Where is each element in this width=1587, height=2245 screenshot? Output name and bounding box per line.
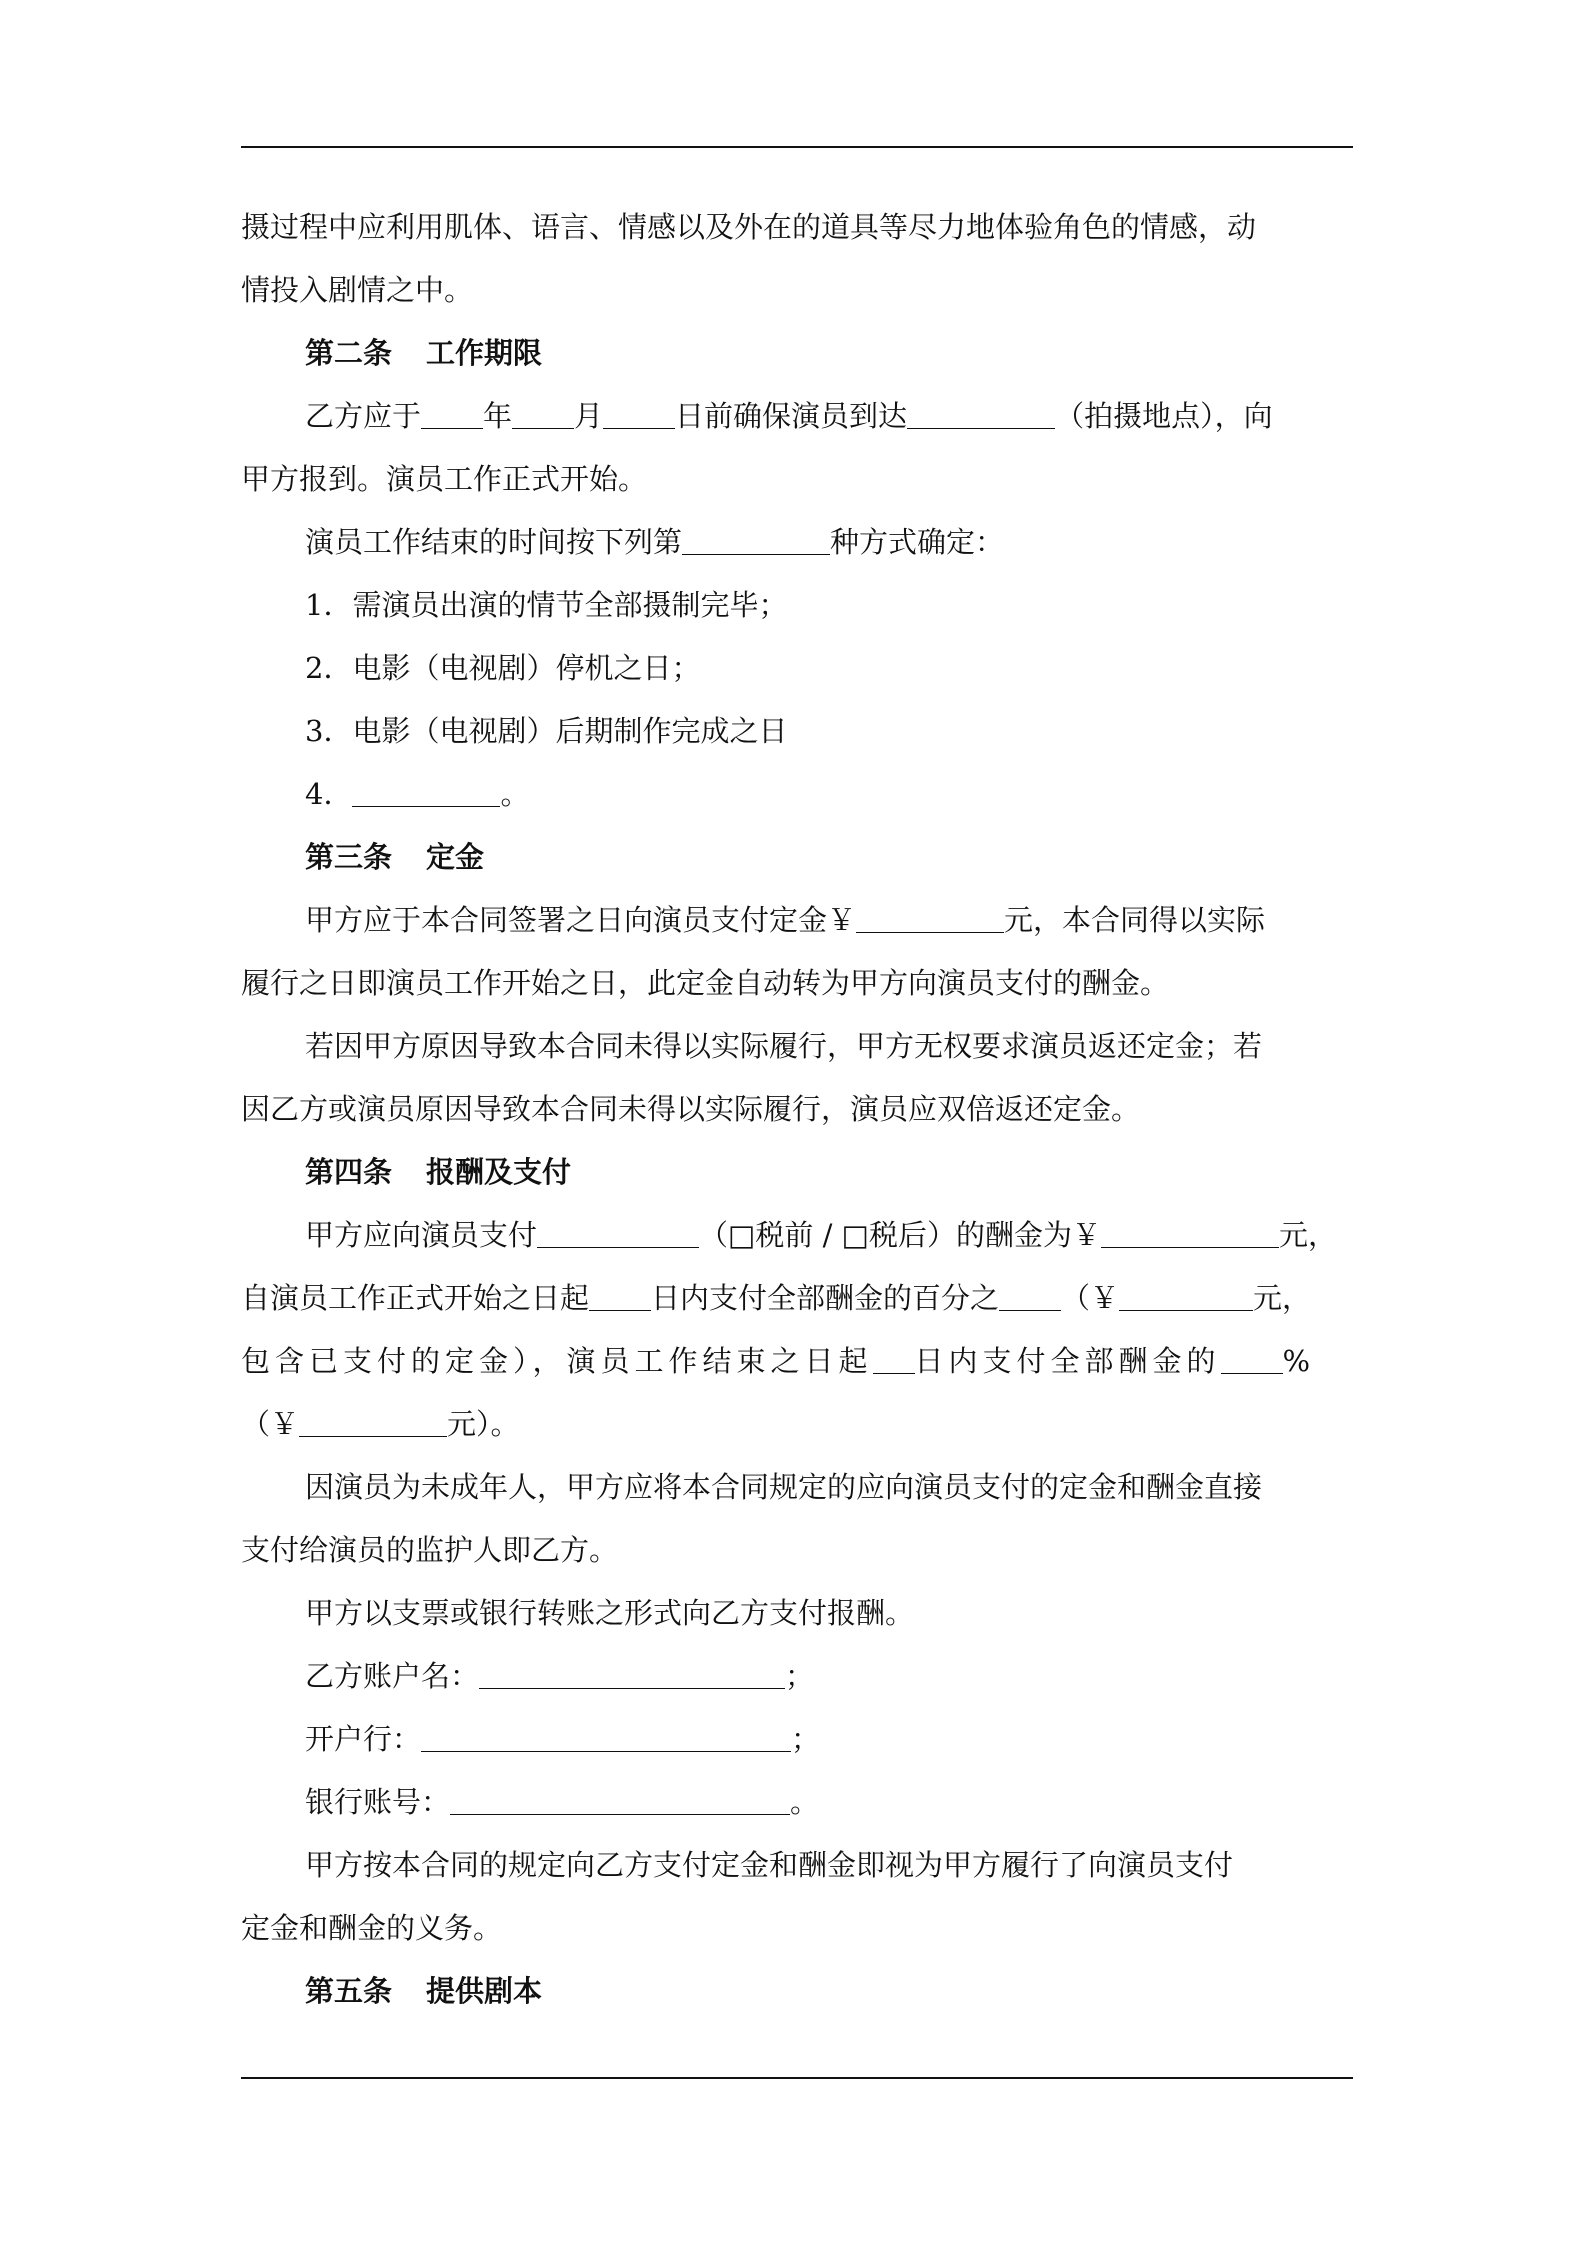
paragraph-payment-form bbox=[241, 1582, 1353, 1645]
text: 3．电影（电视剧）后期制作完成之日 bbox=[305, 714, 788, 748]
payment-blank[interactable] bbox=[537, 1218, 699, 1248]
document-body bbox=[241, 196, 1353, 2023]
method-number-blank[interactable] bbox=[682, 525, 830, 555]
paragraph-guardian bbox=[241, 1456, 1353, 1582]
text: 甲方报到。演员工作正式开始。 bbox=[241, 462, 648, 496]
text: 2．电影（电视剧）停机之日； bbox=[305, 651, 701, 685]
account-name-blank[interactable] bbox=[479, 1659, 785, 1689]
account-name-row bbox=[241, 1645, 1353, 1708]
paragraph-deposit-refund bbox=[241, 1015, 1353, 1141]
article-number: 第四条 bbox=[305, 1155, 393, 1189]
paragraph-continuation bbox=[241, 196, 1353, 322]
text-line: 摄过程中应利用肌体、语言、情感以及外在的道具等尽力地体验角色的情感，动 bbox=[241, 210, 1257, 244]
header-rule bbox=[241, 146, 1353, 148]
end-days-blank[interactable] bbox=[873, 1344, 915, 1374]
bank-label: 开户行： bbox=[305, 1722, 422, 1756]
article-4-heading bbox=[241, 1141, 1353, 1204]
list-item-1 bbox=[241, 574, 1353, 637]
bank-blank[interactable] bbox=[421, 1722, 791, 1752]
text: 因演员为未成年人，甲方应将本合同规定的应向演员支付的定金和酬金直接 bbox=[305, 1470, 1263, 1504]
fee-amount-blank[interactable] bbox=[1101, 1218, 1279, 1248]
bank-row bbox=[241, 1708, 1353, 1771]
paragraph-report-date bbox=[241, 385, 1353, 511]
text: 支付给演员的监护人即乙方。 bbox=[241, 1533, 619, 1567]
text: 履行之日即演员工作开始之日，此定金自动转为甲方向演员支付的酬金。 bbox=[241, 966, 1170, 1000]
text-line: 情投入剧情之中。 bbox=[241, 273, 474, 307]
article-title: 提供剧本 bbox=[426, 1974, 543, 2008]
month-blank[interactable] bbox=[512, 399, 574, 429]
article-5-heading bbox=[241, 1960, 1353, 2023]
paragraph-end-method bbox=[241, 511, 1353, 574]
text: 。 bbox=[790, 1785, 820, 1819]
paragraph-payment bbox=[241, 1204, 1353, 1456]
article-number: 第三条 bbox=[305, 840, 393, 874]
text: 种方式确定： bbox=[830, 525, 1005, 559]
article-number: 第五条 bbox=[305, 1974, 393, 2008]
list-item-3 bbox=[241, 700, 1353, 763]
text: 演员工作结束的时间按下列第 bbox=[305, 525, 683, 559]
text: 甲方应于本合同签署之日向演员支付定金￥ bbox=[305, 903, 857, 937]
article-title: 定金 bbox=[426, 840, 485, 874]
text: 因乙方或演员原因导致本合同未得以实际履行，演员应双倍返还定金。 bbox=[241, 1092, 1141, 1126]
text: ； bbox=[791, 1722, 821, 1756]
text: 元， bbox=[1253, 1281, 1312, 1315]
text: 月 bbox=[574, 399, 604, 433]
paragraph-obligation bbox=[241, 1834, 1353, 1960]
text: ； bbox=[785, 1659, 815, 1693]
text: 日前确保演员到达 bbox=[675, 399, 908, 433]
days-blank[interactable] bbox=[589, 1281, 651, 1311]
article-title: 工作期限 bbox=[426, 336, 543, 370]
text: 甲方按本合同的规定向乙方支付定金和酬金即视为甲方履行了向演员支付 bbox=[305, 1848, 1234, 1882]
deposit-amount-blank[interactable] bbox=[856, 903, 1004, 933]
text: 甲方应向演员支付 bbox=[305, 1218, 538, 1252]
paragraph-deposit bbox=[241, 889, 1353, 1015]
other-method-blank[interactable] bbox=[352, 777, 500, 807]
text: 若因甲方原因导致本合同未得以实际履行，甲方无权要求演员返还定金；若 bbox=[305, 1029, 1263, 1063]
percent-blank[interactable] bbox=[999, 1281, 1061, 1311]
text: 乙方应于 bbox=[305, 399, 422, 433]
text: （￥ bbox=[241, 1407, 300, 1441]
text: 元， bbox=[1279, 1218, 1338, 1252]
text: 4． bbox=[305, 777, 353, 811]
text: 。 bbox=[500, 777, 530, 811]
year-blank[interactable] bbox=[421, 399, 483, 429]
article-title: 报酬及支付 bbox=[426, 1155, 572, 1189]
text: 自演员工作正式开始之日起 bbox=[241, 1281, 590, 1315]
text: 日内支付全部酬金的百分之 bbox=[651, 1281, 1000, 1315]
text: 元，本合同得以实际 bbox=[1004, 903, 1266, 937]
article-2-heading bbox=[241, 322, 1353, 385]
text: 定金和酬金的义务。 bbox=[241, 1911, 503, 1945]
final-percent-blank[interactable] bbox=[1221, 1344, 1283, 1374]
location-blank[interactable] bbox=[907, 399, 1055, 429]
list-item-2 bbox=[241, 637, 1353, 700]
account-number-row bbox=[241, 1771, 1353, 1834]
text: 日内支付全部酬金的 bbox=[914, 1344, 1221, 1378]
text: 年 bbox=[483, 399, 513, 433]
text: 1．需演员出演的情节全部摄制完毕； bbox=[305, 588, 788, 622]
final-amount-blank[interactable] bbox=[299, 1407, 447, 1437]
list-item-4 bbox=[241, 763, 1353, 826]
text: （□税前 / □税后）的酬金为￥ bbox=[699, 1218, 1102, 1252]
text: （￥ bbox=[1061, 1281, 1120, 1315]
account-number-label: 银行账号： bbox=[305, 1785, 451, 1819]
day-blank[interactable] bbox=[603, 399, 675, 429]
text: 包含已支付的定金），演员工作结束之日起 bbox=[241, 1344, 873, 1378]
text: （拍摄地点），向 bbox=[1055, 399, 1273, 433]
text: 甲方以支票或银行转账之形式向乙方支付报酬。 bbox=[305, 1596, 915, 1630]
account-number-blank[interactable] bbox=[450, 1785, 790, 1815]
footer-rule bbox=[241, 2077, 1353, 2079]
text: 元）。 bbox=[447, 1407, 520, 1441]
article-number: 第二条 bbox=[305, 336, 393, 370]
account-name-label: 乙方账户名： bbox=[305, 1659, 480, 1693]
article-3-heading bbox=[241, 826, 1353, 889]
partial-amount-blank[interactable] bbox=[1119, 1281, 1253, 1311]
text: % bbox=[1282, 1344, 1316, 1378]
